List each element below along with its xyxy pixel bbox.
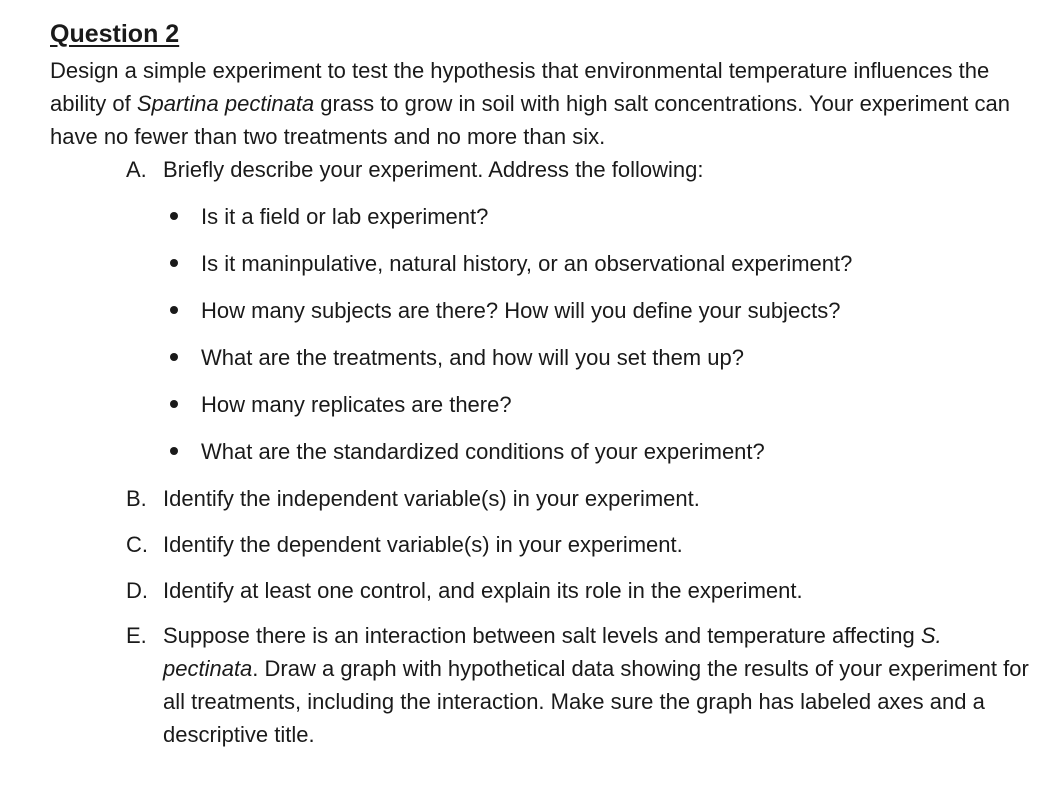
intro-species-name: Spartina pectinata [136,91,315,116]
intro-text-after: grass to grow in soil with high salt concentrations. Your experiment can have no fewer than two treatments and no more than six. [50,91,1010,149]
part-c-text: Identify the dependent variable(s) in your experiment. [163,532,683,557]
bullet-item [50,247,1040,294]
bullet-icon [170,259,178,267]
bullet-icon [170,400,178,408]
intro-text-before: Design a simple experiment to test the hypothesis that environmental temperature influences the ability of [50,58,990,116]
bullet-icon [170,447,178,455]
part-e-body [163,619,1040,751]
part-e-letter: E. [126,623,147,648]
bullet-text: How many replicates are there? [201,392,512,417]
bullet-item [50,341,1040,388]
part-a [50,153,1040,186]
part-e-text-before: Suppose there is an interaction between salt levels and temperature affecting [163,623,921,648]
part-c [50,528,1040,561]
part-a-text: Briefly describe your experiment. Address the following: [163,157,704,182]
bullet-item [50,435,1040,482]
part-b [50,482,1040,515]
bullet-text: Is it maninpulative, natural history, or an observational experiment? [201,251,853,276]
bullet-icon [170,353,178,361]
part-d-text: Identify at least one control, and explain its role in the experiment. [163,578,803,603]
part-b-text: Identify the independent variable(s) in your experiment. [163,486,700,511]
part-c-letter: C. [126,532,148,557]
question-title: Question 2 [50,20,180,48]
bullet-text: What are the standardized conditions of your experiment? [201,439,765,464]
part-e-species-name: S. pectinata [163,623,942,681]
part-a-bullet-list [50,200,1040,482]
question-intro [50,54,1040,153]
bullet-text: How many subjects are there? How will you define your subjects? [201,298,841,323]
part-d [50,574,1040,607]
part-d-letter: D. [126,578,148,603]
part-e-text-after: . Draw a graph with hypothetical data showing the results of your experiment for all treatments, including the interaction. Make sure the graph has labeled axes and a descriptive title. [163,656,1029,747]
bullet-icon [170,306,178,314]
part-a-letter: A. [126,157,147,182]
bullet-item [50,294,1040,341]
part-e [50,619,1040,751]
part-b-letter: B. [126,486,147,511]
bullet-item [50,200,1040,247]
bullet-text: Is it a field or lab experiment? [201,204,489,229]
question-document [50,14,1040,751]
bullet-item [50,388,1040,435]
bullet-text: What are the treatments, and how will you set them up? [201,345,744,370]
bullet-icon [170,212,178,220]
